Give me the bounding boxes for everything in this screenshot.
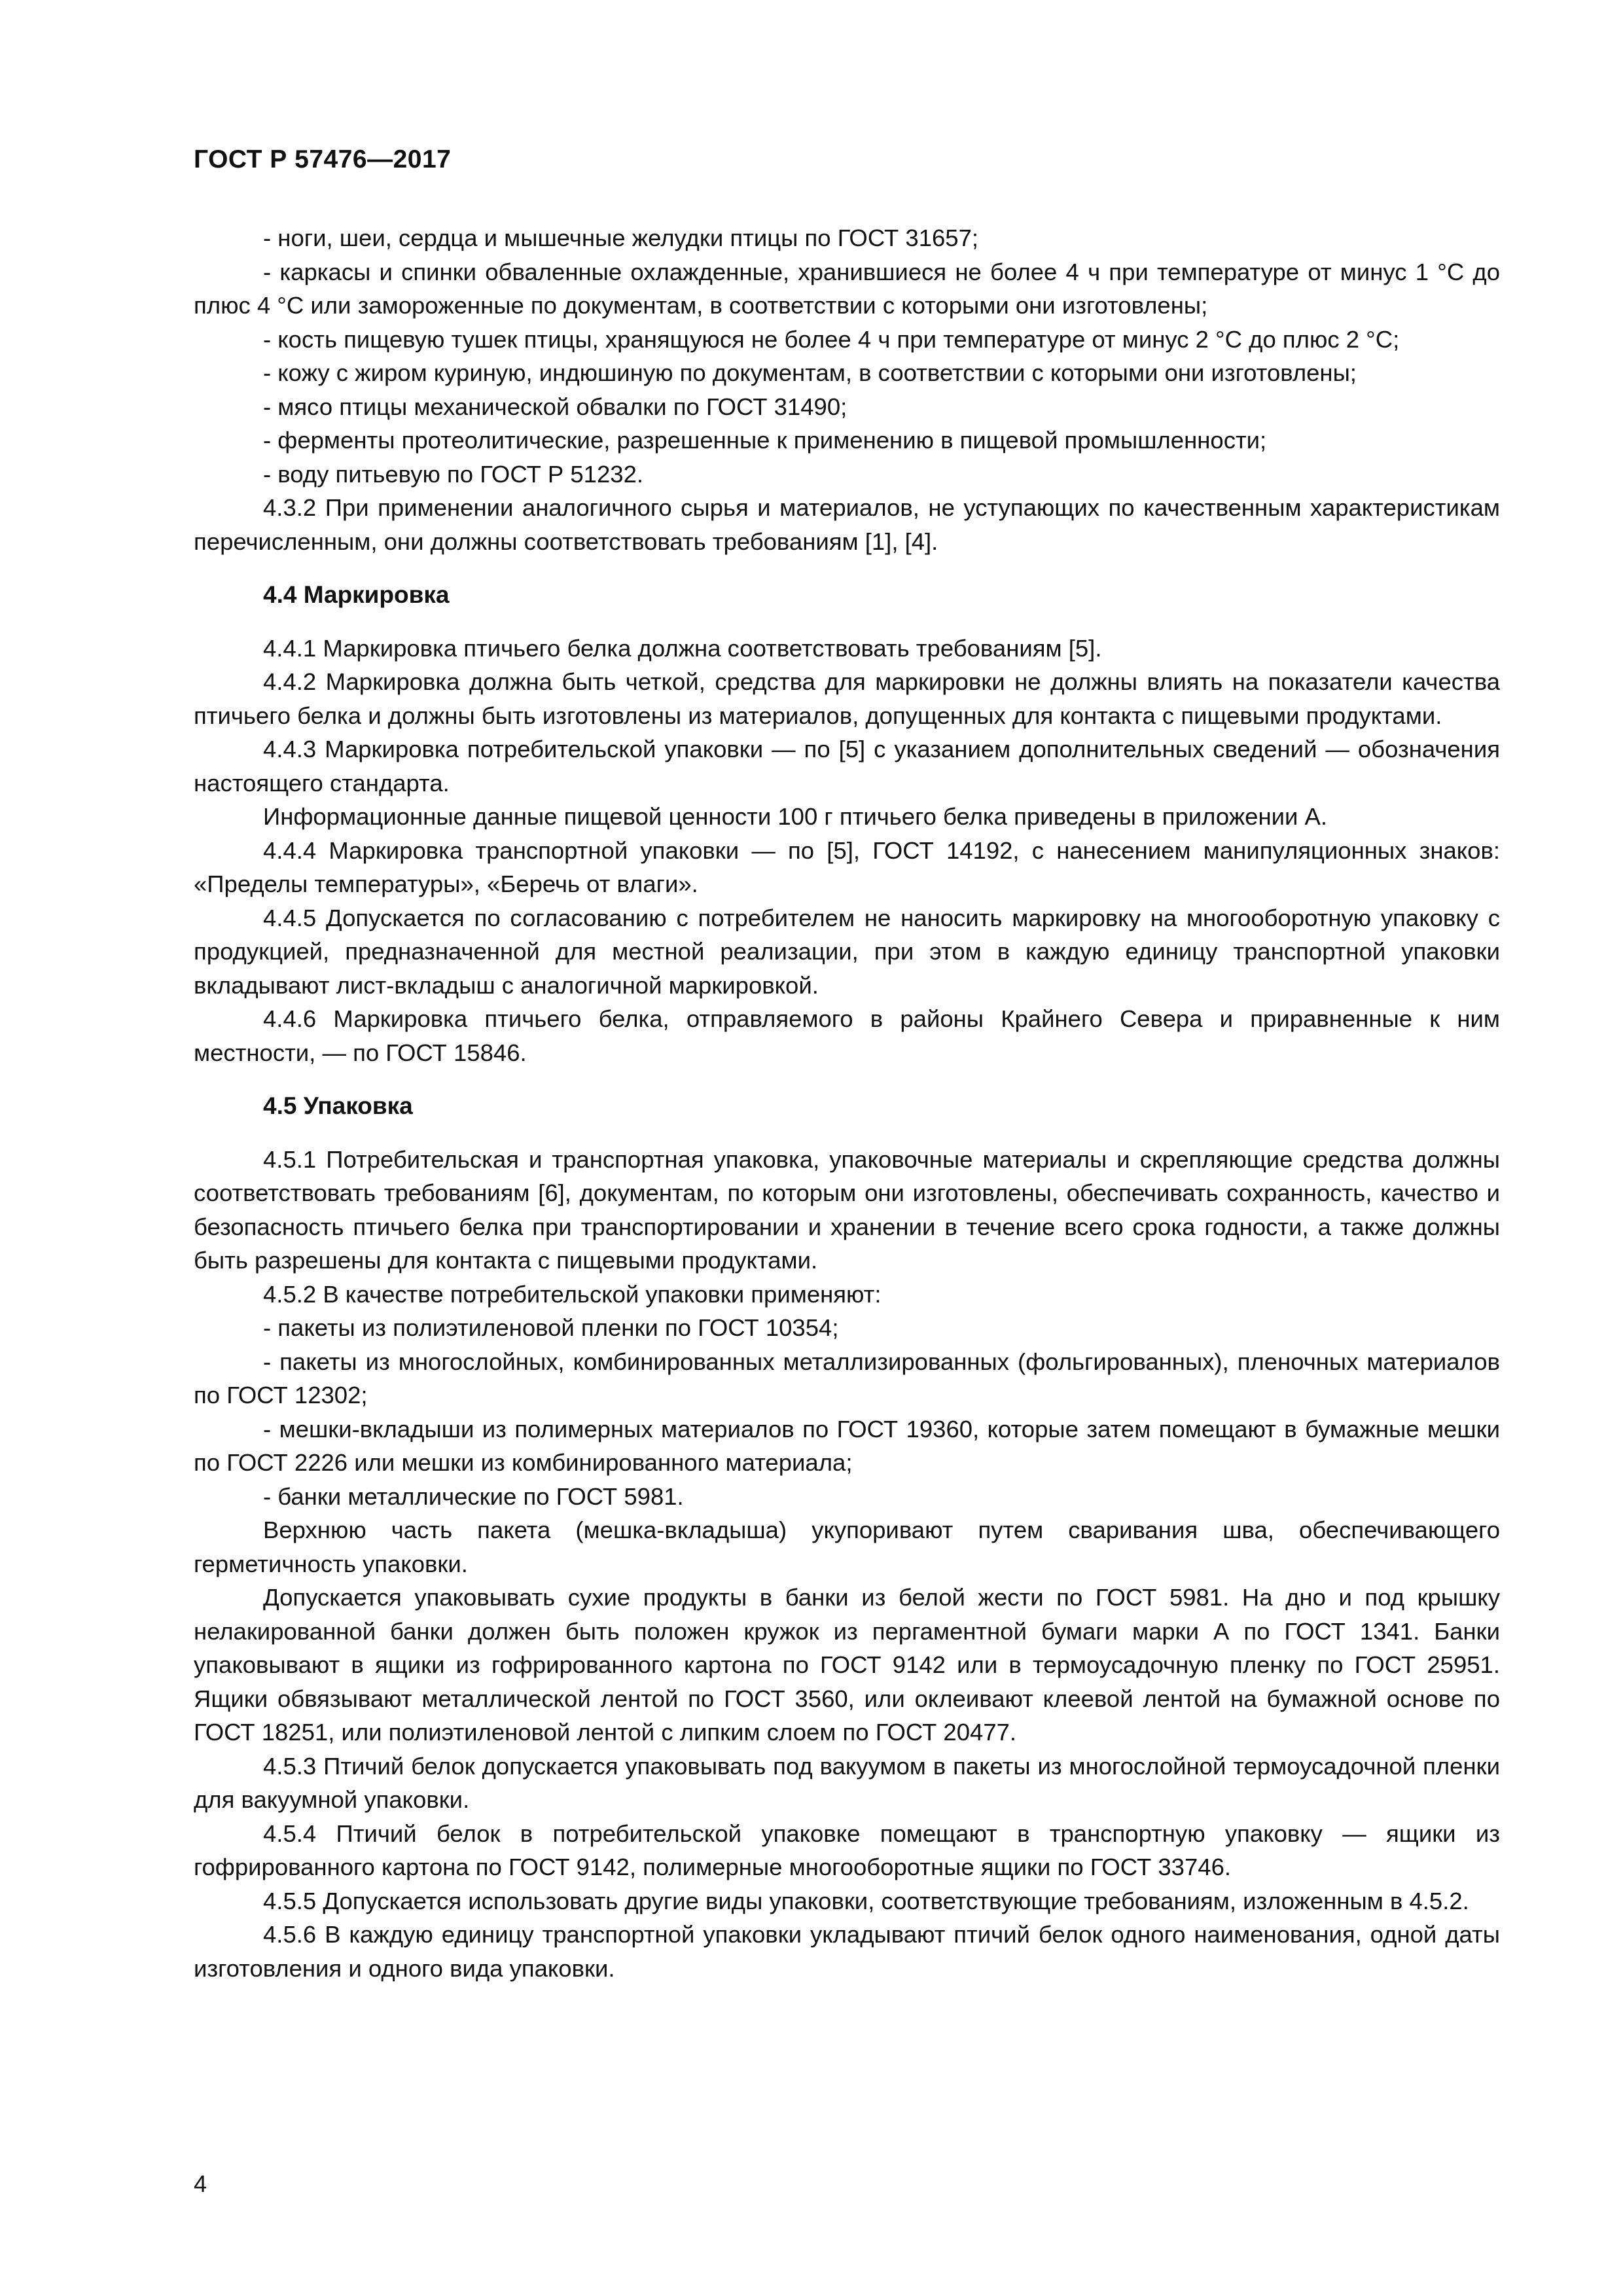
clause-4-5-5: 4.5.5 Допускается использовать другие виды упаковки, соответствующие требованиям, изложенным в 4.5.2. — [263, 1887, 1469, 1914]
clause-4-4-2: 4.4.2 Маркировка должна быть четкой, средства для маркировки не должны влиять на показатели качества птичьего белка и должны быть изготовлены из материалов, допущенных для контакта с пищевыми продуктами. — [194, 668, 1500, 729]
clause-4-4-6: 4.4.6 Маркировка птичьего белка, отправляемого в районы Крайнего Севера и приравненные к ним местности, — по ГОСТ 15846. — [194, 1005, 1500, 1066]
section-heading-4-5: 4.5 Упаковка — [263, 1092, 413, 1119]
document-code-header: ГОСТ Р 57476—2017 — [194, 145, 452, 173]
sealing-note: Верхнюю часть пакета (мешка-вкладыша) укупоривают путем сваривания шва, обеспечивающего герметичность упаковки. — [194, 1516, 1500, 1577]
clause-4-5-6: 4.5.6 В каждую единицу транспортной упаковки укладывают птичий белок одного наименования, одной даты изготовления и одного вида упаковки. — [194, 1921, 1500, 1982]
clause-4-5-3: 4.5.3 Птичий белок допускается упаковывать под вакуумом в пакеты из многослойной термоусадочной пленки для вакуумной упаковки. — [194, 1752, 1500, 1813]
list-item-multilayer-bags: - пакеты из многослойных, комбинированных металлизированных (фольгированных), пленочных материалов по ГОСТ 12302; — [194, 1348, 1500, 1408]
clause-4-4-1: 4.4.1 Маркировка птичьего белка должна соответствовать требованиям [5]. — [263, 634, 1102, 662]
clause-4-4-4: 4.4.4 Маркировка транспортной упаковки — по [5], ГОСТ 14192, с нанесением манипуляционных знаков: «Пределы температуры», «Беречь от влаги». — [194, 836, 1500, 897]
list-item-metal-cans: - банки металлические по ГОСТ 5981. — [263, 1482, 684, 1510]
list-item-mechanical-meat: - мясо птицы механической обвалки по ГОСТ 31490; — [263, 393, 847, 420]
tin-cans-note: Допускается упаковывать сухие продукты в банки из белой жести по ГОСТ 5981. На дно и под крышку нелакированной банки должен быть положен кружок из пергаментной бумаги марки А по ГОСТ 1341. Банки упаковывают в ящики из гофрированного картона по ГОСТ 9142 или в термоусадочную пленку по ГОСТ 25951. Ящики обвязывают металлической лентой по ГОСТ 3560, или оклеивают клеевой лентой на бумажной основе по ГОСТ 18251, или полиэтиленовой лентой с липким слоем по ГОСТ 20477. — [194, 1584, 1500, 1746]
clause-4-4-5: 4.4.5 Допускается по согласованию с потребителем не наносить маркировку на многооборотную упаковку с продукцией, предназначенной для местной реализации, при этом в каждую единицу транспортной упаковки вкладывают лист-вкладыш с аналогичной маркировкой. — [194, 904, 1500, 999]
list-item-water: - воду питьевую по ГОСТ Р 51232. — [263, 460, 644, 488]
clause-4-4-3: 4.4.3 Маркировка потребительской упаковки — по [5] с указанием дополнительных сведений — обозначения настоящего стандарта. — [194, 736, 1500, 797]
list-item-skin: - кожу с жиром куриную, индюшиную по документам, в соответствии с которыми они изготовлены; — [263, 359, 1357, 386]
clause-4-3-2: 4.3.2 При применении аналогичного сырья и материалов, не уступающих по качественным характеристикам перечисленным, они должны соответствовать требованиям [1], [4]. — [194, 494, 1500, 555]
list-item-liner-bags: - мешки-вкладыши из полимерных материалов по ГОСТ 19360, которые затем помещают в бумажные мешки по ГОСТ 2226 или мешки из комбинированного материала; — [194, 1415, 1500, 1476]
list-item-bone: - кость пищевую тушек птицы, хранящуюся не более 4 ч при температуре от минус 2 °С до плюс 2 °С; — [263, 325, 1400, 353]
clause-4-5-1: 4.5.1 Потребительская и транспортная упаковка, упаковочные материалы и скрепляющие средства должны соответствовать требованиям [6], документам, по которым они изготовлены, обеспечивать сохранность, качество и безопасность птичьего белка при транспортировании и хранении в течение всего срока годности, а также должны быть разрешены для контакта с пищевыми продуктами. — [194, 1145, 1500, 1274]
section-heading-4-4: 4.4 Маркировка — [263, 581, 450, 608]
list-item-polyethylene-bags: - пакеты из полиэтиленовой пленки по ГОСТ 10354; — [263, 1314, 839, 1341]
clause-4-5-4: 4.5.4 Птичий белок в потребительской упаковке помещают в транспортную упаковку — ящики из гофрированного картона по ГОСТ 9142, полимерные многооборотные ящики по ГОСТ 33746. — [194, 1820, 1500, 1880]
page-number: 4 — [194, 2170, 207, 2197]
list-item-enzymes: - ферменты протеолитические, разрешенные к применению в пищевой промышленности; — [263, 427, 1267, 454]
list-item-legs-necks: - ноги, шеи, сердца и мышечные желудки птицы по ГОСТ 31657; — [263, 224, 979, 251]
nutrition-info-note: Информационные данные пищевой ценности 100 г птичьего белка приведены в приложении А. — [263, 803, 1328, 830]
list-item-carcasses: - каркасы и спинки обваленные охлажденные, хранившиеся не более 4 ч при температуре от минус 1 °С до плюс 4 °С или замороженные по документам, в соответствии с которыми они изготовлены; — [194, 258, 1500, 319]
clause-4-5-2: 4.5.2 В качестве потребительской упаковки применяют: — [263, 1280, 882, 1308]
document-body — [194, 221, 1500, 1985]
